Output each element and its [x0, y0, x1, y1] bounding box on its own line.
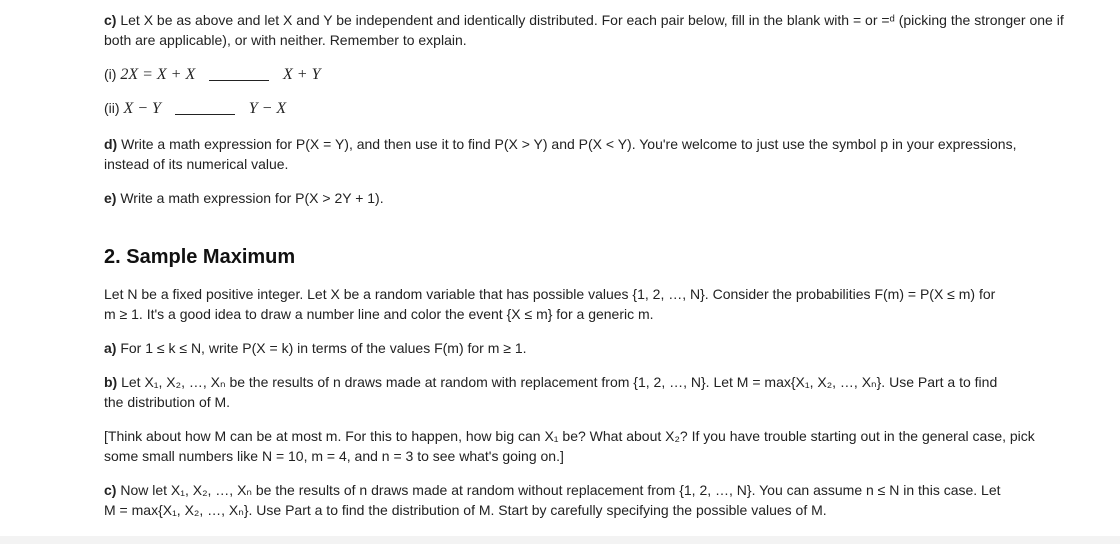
- item-i-left: 2X = X + X: [120, 66, 196, 83]
- part-marker: e): [104, 190, 117, 206]
- bottom-strip: [0, 536, 1120, 544]
- part-c-line-1: c) Let X be as above and let X and Y be independent and identically distributed. For each pair below, fill in the blank with = or =ᵈ (picking the stronger one if: [104, 12, 1064, 28]
- part-e: e) Write a math expression for P(X > 2Y + 1).: [104, 190, 384, 206]
- hint-line-1: [Think about how M can be at most m. For this to happen, how big can X₁ be? What about X₂? If you have trouble starting out in the general case, pick: [104, 428, 1035, 444]
- part-marker: c): [104, 12, 117, 28]
- item-ii-label: (ii): [104, 100, 120, 116]
- part-c-line-2: both are applicable), or with neither. Remember to explain.: [104, 32, 467, 48]
- intro-line-2: m ≥ 1. It's a good idea to draw a number line and color the event {X ≤ m} for a generic m.: [104, 306, 654, 322]
- part-a: a) For 1 ≤ k ≤ N, write P(X = k) in terms of the values F(m) for m ≥ 1.: [104, 340, 527, 356]
- part-c2-line-1: c) Now let X₁, X₂, …, Xₙ be the results of n draws made at random without replacement from {1, 2, …, N}. You can assume n ≤ N in this case. Let: [104, 482, 1001, 498]
- part-b-line-2: the distribution of M.: [104, 394, 231, 410]
- item-ii-left: X − Y: [123, 100, 161, 117]
- part-d-line-2: instead of its numerical value.: [104, 156, 289, 172]
- part-marker: c): [104, 482, 117, 498]
- item-i-label: (i): [104, 66, 117, 82]
- item-i-right: X + Y: [283, 66, 321, 83]
- part-marker: a): [104, 340, 117, 356]
- part-d-line-1: d) Write a math expression for P(X = Y), and then use it to find P(X > Y) and P(X < Y). You're welcome to just use the symbol p in your expressions,: [104, 136, 1017, 152]
- hint-line-2: some small numbers like N = 10, m = 4, and n = 3 to see what's going on.]: [104, 448, 564, 464]
- part-marker: d): [104, 136, 118, 152]
- part-b-line-1: b) Let X₁, X₂, …, Xₙ be the results of n draws made at random with replacement from {1, 2, …, N}. Let M = max{X₁, X₂, …, Xₙ}. Use Part a to find: [104, 374, 998, 390]
- item-ii-blank: [175, 100, 235, 115]
- part-c2-line-2: M = max{X₁, X₂, …, Xₙ}. Use Part a to find the distribution of M. Start by carefully specifying the possible values of M.: [104, 502, 827, 518]
- item-ii: [104, 98, 286, 119]
- item-i-blank: [209, 66, 269, 81]
- section-title: 2. Sample Maximum: [104, 246, 296, 268]
- item-i: [104, 64, 321, 85]
- intro-line-1: Let N be a fixed positive integer. Let X be a random variable that has possible values {1, 2, …, N}. Consider the probabilities F(m) = P(X ≤ m) for: [104, 286, 996, 302]
- part-marker: b): [104, 374, 118, 390]
- item-ii-right: Y − X: [248, 100, 287, 117]
